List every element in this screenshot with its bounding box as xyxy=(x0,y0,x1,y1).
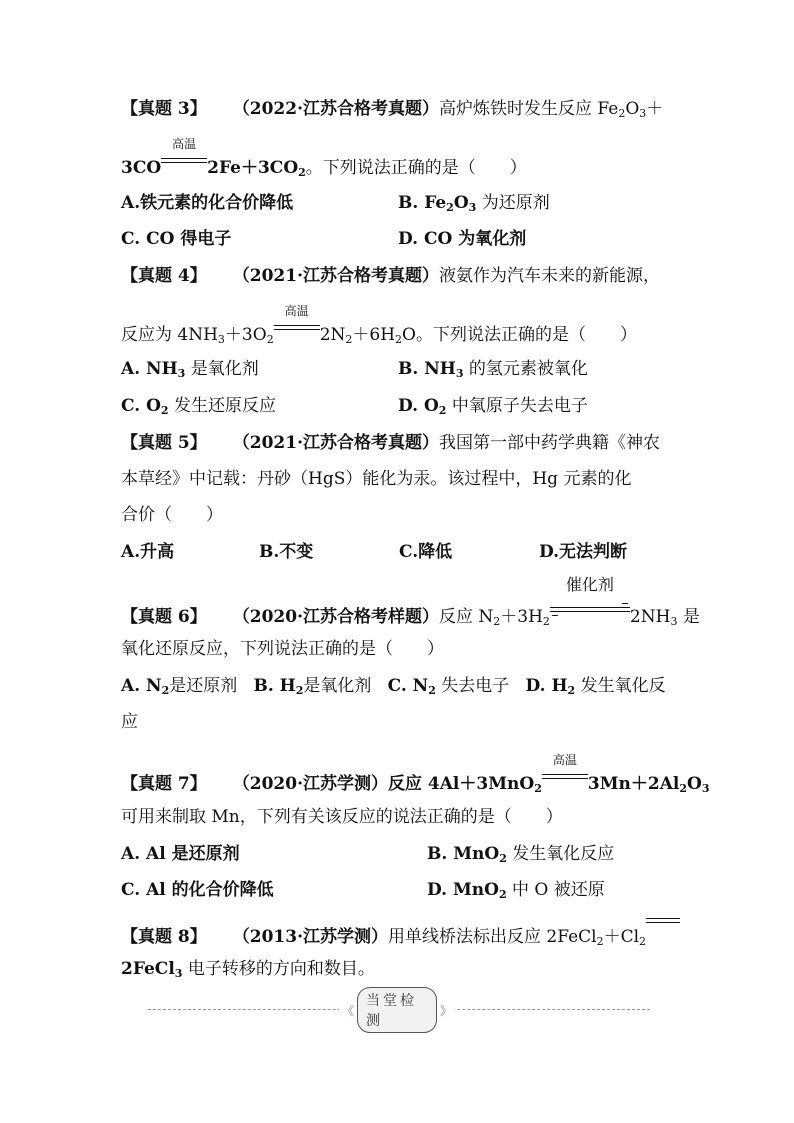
chevron-left-icon: 《 xyxy=(342,1003,355,1018)
q6-stem-line1: 【真题 6】 （2020·江苏合格考样题）反应 $N_2+3H_2$ 催化剂 $2NH_3$ 是 xyxy=(121,575,700,628)
q6-option-b[interactable]: B. $H_2$是氧化剂 xyxy=(253,676,372,697)
q7-stem-line1: 【真题 7】 （2020·江苏学测）反应 4Al＋3MnO$_2$ 高温 $3Mn+2Al_2O_3$ xyxy=(121,753,710,795)
reaction-condition-arrow: 高温 xyxy=(274,322,320,336)
reaction-equals-sign xyxy=(646,924,680,938)
q6-option-c[interactable]: C. $N_2$ 失去电子 xyxy=(387,676,510,697)
q4-option-d[interactable]: D. $O_2$ 中氧原子失去电子 xyxy=(398,396,588,417)
q6-tag: 【真题 6】 xyxy=(121,607,207,627)
q4-stem-line2: 反应为 $4NH_3+3O_2$ 高温 $2N_2+6H_2O$。下列说法正确的是（ ） xyxy=(121,304,637,346)
q7-option-b[interactable]: B. MnO$_2$ 发生氧化反应 xyxy=(427,844,615,865)
q6-option-a[interactable]: A. $N_2$是还原剂 xyxy=(121,676,238,697)
q3-stem: 高炉炼铁时发生反应 $Fe_2O_3+$ xyxy=(438,99,664,120)
q3-stem-line2: 3CO 高温 $2Fe+3CO_2$。下列说法正确的是（ ） xyxy=(121,137,527,179)
q6-source: （2020·江苏合格考样题） xyxy=(232,607,439,627)
q3-tag: 【真题 3】 xyxy=(121,99,207,119)
catalyst-equilibrium-arrow: 催化剂 xyxy=(550,604,630,618)
q6-options-line xyxy=(121,675,666,697)
q4-option-b[interactable]: B. $NH_3$ 的氢元素被氧化 xyxy=(398,359,588,380)
q5-stem-line1: 【真题 5】 （2021·江苏合格考真题）我国第一部中药学典籍《神农 xyxy=(121,433,660,453)
q6-stem-line2: 氧化还原反应，下列说法正确的是（ ） xyxy=(121,639,444,659)
q7-option-d[interactable]: D. MnO$_2$ 中 O 被还原 xyxy=(427,880,605,901)
q5-option-d[interactable]: D.无法判断 xyxy=(539,542,628,562)
q4-option-a[interactable]: A. $NH_3$ 是氧化剂 xyxy=(121,359,259,380)
q8-tag: 【真题 8】 xyxy=(121,927,207,947)
reaction-condition-arrow: 高温 xyxy=(161,155,207,169)
q7-stem-line2: 可用来制取 Mn，下列有关该反应的说法正确的是（ ） xyxy=(121,807,563,827)
q5-option-b[interactable]: B.不变 xyxy=(259,542,314,562)
q5-tag: 【真题 5】 xyxy=(121,433,207,453)
q5-option-a[interactable]: A.升高 xyxy=(121,542,175,562)
q3-source: （2022·江苏合格考真题） xyxy=(232,99,439,119)
q5-stem-line3: 合价（ ） xyxy=(121,505,223,525)
q4-stem-line1: 【真题 4】 （2021·江苏合格考真题）液氨作为汽车未来的新能源， xyxy=(121,266,660,286)
q7-option-c[interactable]: C. Al 的化合价降低 xyxy=(121,880,274,900)
section-badge xyxy=(339,993,455,1029)
q6-option-d[interactable]: D. $H_2$ 发生氧化反 xyxy=(525,676,666,697)
q8-stem-line1: 【真题 8】 （2013·江苏学测）用单线桥法标出反应 $2FeCl_2+Cl_2$ xyxy=(121,924,680,948)
q5-stem-line2: 本草经》中记载：丹砂（HgS）能化为汞。该过程中，Hg 元素的化 xyxy=(121,469,632,489)
q7-option-a[interactable]: A. Al 是还原剂 xyxy=(121,844,240,864)
q3-stem-line1 xyxy=(121,98,663,120)
q5-option-c[interactable]: C.降低 xyxy=(399,542,453,562)
q6-option-d-continued: 应 xyxy=(121,712,138,732)
q7-tag: 【真题 7】 xyxy=(121,774,207,794)
q4-source: （2021·江苏合格考真题） xyxy=(232,266,439,286)
q4-tag: 【真题 4】 xyxy=(121,266,207,286)
q5-source: （2021·江苏合格考真题） xyxy=(232,433,439,453)
q3-option-d[interactable]: D. CO 为氧化剂 xyxy=(398,229,527,249)
q3-option-b[interactable]: B. $Fe_2O_3$ 为还原剂 xyxy=(398,193,550,214)
reaction-condition-arrow: 高温 xyxy=(542,771,588,785)
q3-option-a[interactable]: A.铁元素的化合价降低 xyxy=(121,193,294,213)
chevron-right-icon: 》 xyxy=(439,1003,452,1018)
q7-source: （2020·江苏学测） xyxy=(232,774,388,794)
section-badge-label: 当堂检测 xyxy=(357,987,437,1033)
q8-source: （2013·江苏学测） xyxy=(232,927,388,947)
q8-stem-line2: 2FeCl$_3$ 电子转移的方向和数目。 xyxy=(121,959,375,980)
q4-option-c[interactable]: C. $O_2$ 发生还原反应 xyxy=(121,396,276,417)
q3-option-c[interactable]: C. CO 得电子 xyxy=(121,229,232,249)
